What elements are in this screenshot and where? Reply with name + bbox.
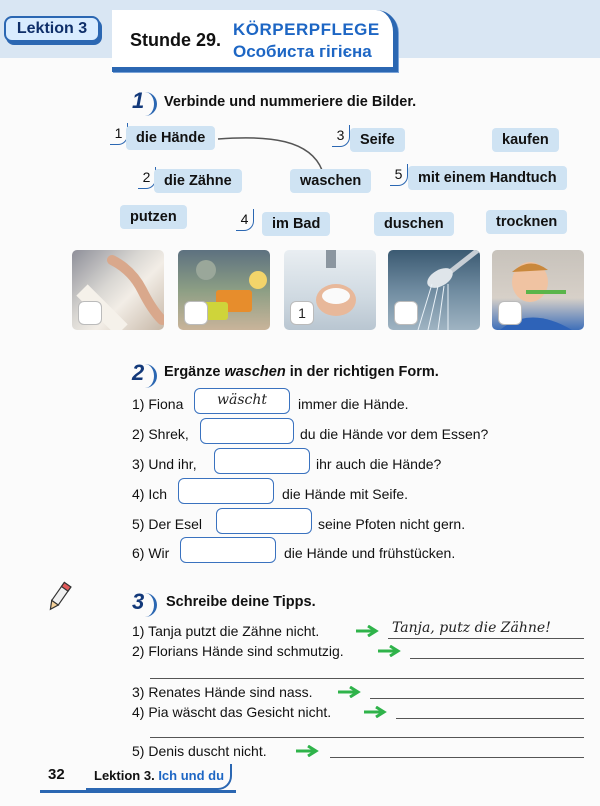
word-chip: duschen (374, 212, 454, 236)
page-number: 32 (48, 766, 65, 783)
answer-blank[interactable] (214, 448, 310, 474)
tip-prompt: 1) Tanja putzt die Zähne nicht. (132, 623, 320, 639)
photo-shower-head (388, 250, 480, 330)
photo-number-box[interactable] (184, 301, 208, 325)
sentence-label: du die Hände vor dem Essen? (300, 426, 489, 442)
arrow-right-icon (378, 645, 404, 657)
chip-number: 1 (110, 123, 128, 145)
word-chip: kaufen (492, 128, 559, 152)
answer-line[interactable] (150, 737, 584, 738)
answer-blank[interactable] (180, 537, 276, 563)
answer-line[interactable] (410, 658, 584, 659)
tip-answer[interactable]: Tanja, putz die Zähne! (392, 620, 551, 636)
tip-prompt: 4) Pia wäscht das Gesicht nicht. (132, 704, 332, 720)
exercise-1-instruction: Verbinde und nummeriere die Bilder. (164, 94, 417, 110)
footer-rule (40, 790, 236, 793)
tip-prompt: 3) Renates Hände sind nass. (132, 684, 313, 700)
answer-line[interactable] (330, 757, 584, 758)
sentence-label: ihr auch die Hände? (316, 456, 442, 472)
arrow-right-icon (296, 745, 322, 757)
arrow-right-icon (338, 686, 364, 698)
word-chip: waschen (290, 169, 371, 193)
lektion-tab: Lektion 3 (4, 16, 100, 42)
answer-line[interactable] (370, 698, 584, 699)
exercise-3-instruction: Schreibe deine Tipps. (166, 594, 316, 610)
photo-washing-hands (284, 250, 376, 330)
photo-number-box[interactable] (394, 301, 418, 325)
photo-soap-bars (178, 250, 270, 330)
answer-blank[interactable] (178, 478, 274, 504)
sentence-label: 2) Shrek, (132, 426, 189, 442)
photo-number-box[interactable] (498, 301, 522, 325)
chip-number: 5 (390, 164, 408, 186)
sentence-label: 6) Wir (132, 545, 170, 561)
chip-number: 4 (236, 209, 254, 231)
footer-lesson-tab (86, 764, 232, 790)
answer-blank[interactable]: wäscht (194, 388, 290, 414)
answer-line[interactable] (150, 678, 584, 679)
photo-number-box[interactable] (78, 301, 102, 325)
photo-towel-hands (72, 250, 164, 330)
pencil-icon (44, 580, 74, 614)
sentence-label: 3) Und ihr, (132, 456, 197, 472)
word-chip: die Hände (126, 126, 215, 150)
photo-number-box[interactable]: 1 (290, 301, 314, 325)
sentence-label: immer die Hände. (298, 396, 409, 412)
arrow-right-icon (356, 625, 382, 637)
tip-prompt: 5) Denis duscht nicht. (132, 743, 267, 759)
footer-topic: Ich und du (158, 768, 225, 783)
exercise-2-instruction (164, 364, 439, 380)
sentence-label: 4) Ich (132, 486, 168, 502)
word-chip: im Bad (262, 212, 330, 236)
word-chip: die Zähne (154, 169, 242, 193)
tip-prompt: 2) Florians Hände sind schmutzig. (132, 643, 344, 659)
photo-boy-brushing-teeth (492, 250, 584, 330)
exercise-2-number: 2 (132, 360, 145, 385)
answer-blank[interactable] (216, 508, 312, 534)
answer-line[interactable] (388, 638, 584, 639)
lesson-number: Stunde 29. (130, 30, 222, 50)
arrow-right-icon (364, 706, 390, 718)
sentence-label: die Hände und frühstücken. (284, 545, 456, 561)
instruction-text: in der richtigen Form. (285, 364, 439, 380)
chip-number: 3 (332, 125, 350, 147)
sentence-label: seine Pfoten nicht gern. (318, 516, 466, 532)
sentence-label: die Hände mit Seife. (282, 486, 409, 502)
instruction-keyword: waschen (224, 364, 286, 380)
exercise-3-number: 3 (132, 589, 145, 614)
word-chip: putzen (120, 205, 187, 229)
word-chip: Seife (350, 128, 405, 152)
instruction-text: Ergänze (164, 364, 225, 380)
lesson-subtitle: Особиста гігієна (233, 42, 372, 61)
lesson-title: KÖRPERPFLEGE (233, 20, 380, 39)
footer-lektion: Lektion 3. (94, 768, 155, 783)
sentence-label: 1) Fiona (132, 396, 184, 412)
chip-number: 2 (138, 167, 156, 189)
word-chip: trocknen (486, 210, 567, 234)
sentence-label: 5) Der Esel (132, 516, 203, 532)
word-chip: mit einem Handtuch (408, 166, 567, 190)
answer-line[interactable] (396, 718, 584, 719)
exercise-1-number: 1 (132, 88, 145, 113)
answer-blank[interactable] (200, 418, 294, 444)
